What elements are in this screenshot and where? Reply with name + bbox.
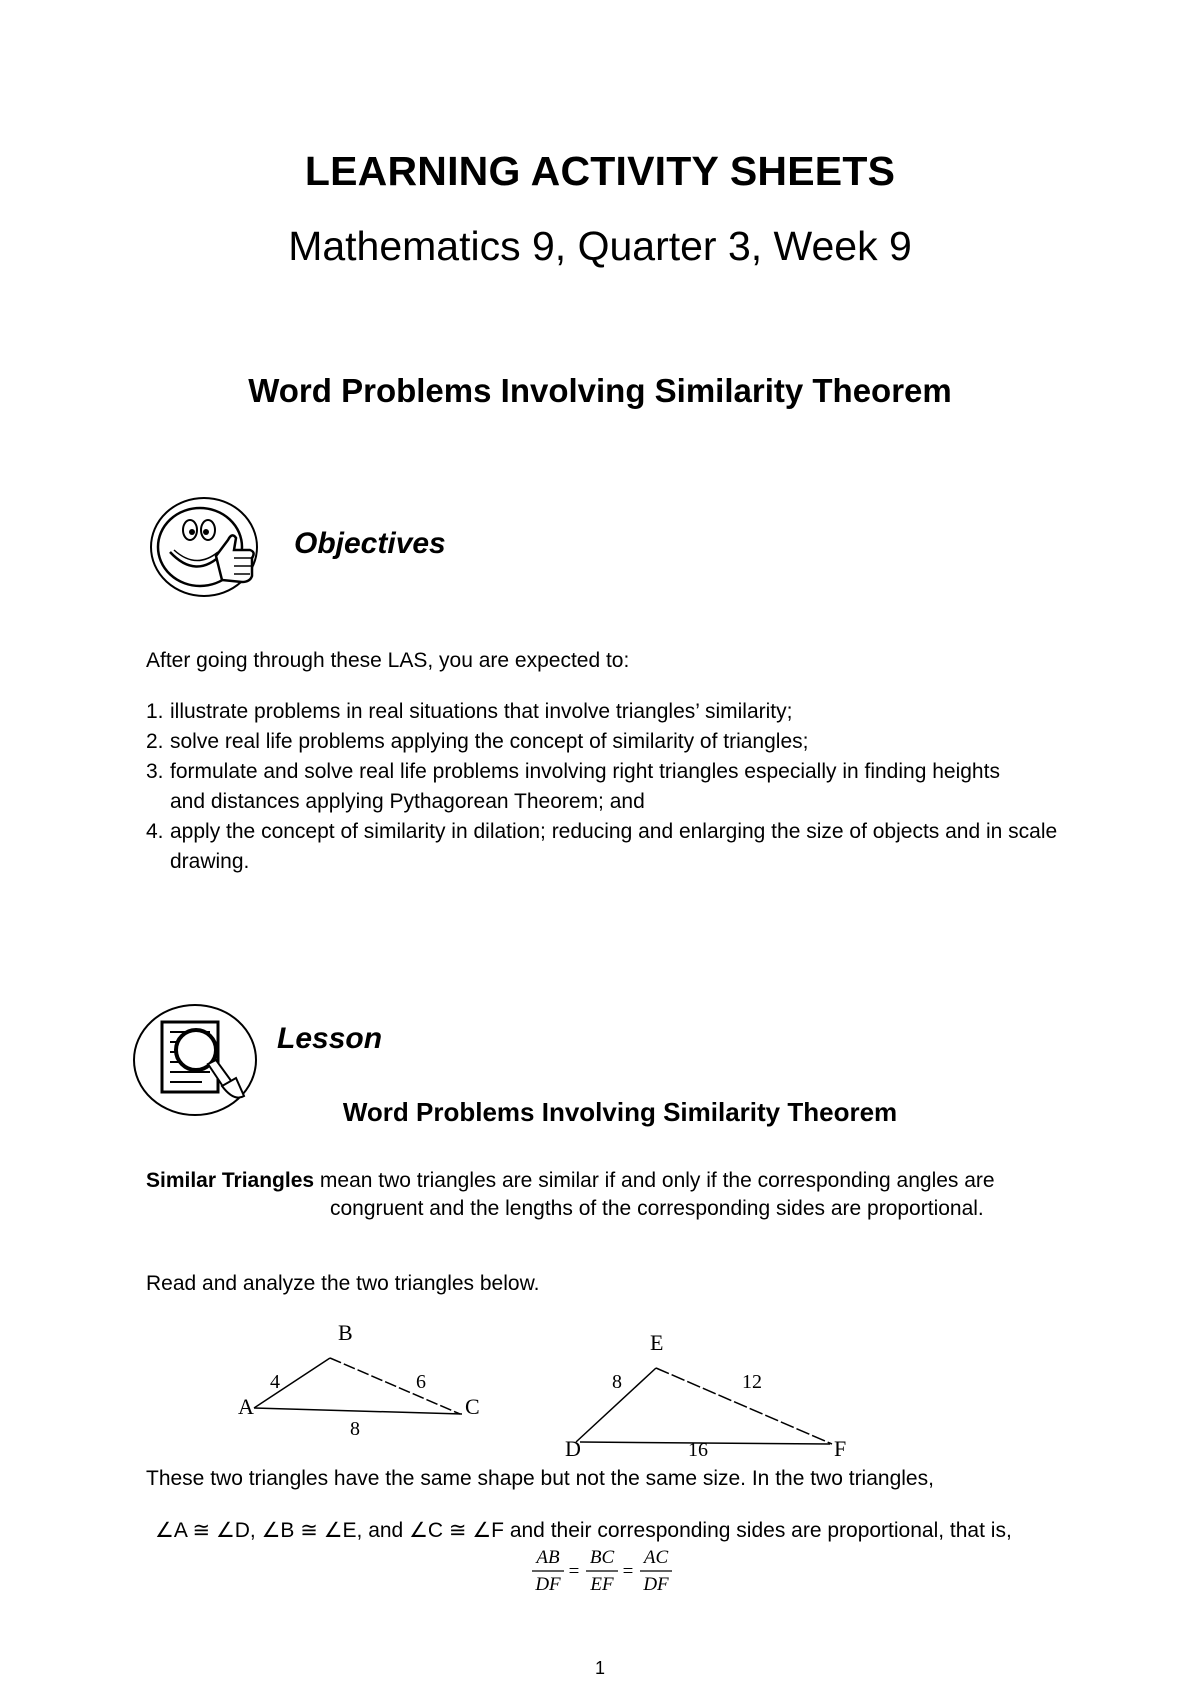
definition-text: mean two triangles are similar if and only if the corresponding angles are xyxy=(314,1169,995,1192)
vertex-label-c: C xyxy=(465,1394,480,1419)
fraction-denominator: DF xyxy=(643,1574,669,1595)
side-label-bc: 6 xyxy=(416,1371,426,1393)
topic-title: Word Problems Involving Similarity Theorem xyxy=(248,372,952,409)
vertex-label-a: A xyxy=(238,1394,254,1419)
objective-item xyxy=(146,697,1066,727)
objective-item xyxy=(146,757,1066,817)
objective-item xyxy=(146,727,1066,757)
equals-sign: = xyxy=(622,1561,634,1582)
side-label-ab: 4 xyxy=(270,1371,280,1393)
vertex-label-f: F xyxy=(834,1436,847,1460)
fraction-ac-df xyxy=(640,1547,672,1595)
objectives-intro: After going through these LAS, you are expected to: xyxy=(146,649,630,672)
objective-item xyxy=(146,817,1066,877)
side-label-df: 16 xyxy=(688,1439,708,1460)
objective-number: 2. xyxy=(146,730,164,753)
fraction-bc-ef xyxy=(586,1547,618,1595)
objective-text: illustrate problems in real situations that involve triangles’ similarity; xyxy=(170,700,793,723)
thumbs-up-smiley-icon xyxy=(148,494,264,605)
proportion-equation xyxy=(526,1543,686,1604)
side-label-de: 8 xyxy=(612,1371,622,1393)
observation-text: These two triangles have the same shape but not the same size. In the two triangles, xyxy=(146,1467,934,1490)
objectives-heading: Objectives xyxy=(294,527,446,560)
definition-term: Similar Triangles xyxy=(146,1169,315,1192)
triangle-abc xyxy=(238,1320,480,1440)
fraction-denominator: DF xyxy=(535,1574,561,1595)
vertex-label-d: D xyxy=(565,1436,581,1460)
objective-number: 1. xyxy=(146,700,164,723)
document-title: LEARNING ACTIVITY SHEETS xyxy=(304,148,896,194)
vertex-label-e: E xyxy=(650,1330,664,1355)
definition-paragraph xyxy=(146,1167,1076,1223)
objective-number: 3. xyxy=(146,760,164,783)
objective-text: formulate and solve real life problems involving right triangles especially in finding heights and distances applying Pythagorean Theorem; and xyxy=(170,760,1000,813)
document-subtitle: Mathematics 9, Quarter 3, Week 9 xyxy=(288,223,912,269)
side-label-ef: 12 xyxy=(742,1371,762,1393)
lesson-subheading: Word Problems Involving Similarity Theorem xyxy=(342,1097,898,1127)
definition-continuation: congruent and the lengths of the corresponding sides are proportional. xyxy=(330,1197,984,1220)
equals-sign: = xyxy=(568,1561,580,1582)
objective-text: solve real life problems applying the concept of similarity of triangles; xyxy=(170,730,809,753)
objective-number: 4. xyxy=(146,820,164,843)
read-prompt: Read and analyze the two triangles below. xyxy=(146,1272,540,1295)
objectives-list xyxy=(146,697,1066,877)
fraction-numerator: BC xyxy=(589,1547,615,1568)
vertex-label-b: B xyxy=(338,1320,353,1345)
fraction-ab-df xyxy=(532,1547,564,1595)
page-number: 1 xyxy=(594,1658,605,1678)
lesson-heading: Lesson xyxy=(277,1022,383,1055)
objective-text: apply the concept of similarity in dilation; reducing and enlarging the size of objects and in scale drawing. xyxy=(170,820,1058,873)
triangle-def xyxy=(565,1330,846,1460)
correspondence-text: ∠A ≅ ∠D, ∠B ≅ ∠E, and ∠C ≅ ∠F and their corresponding sides are proportional, that is, xyxy=(155,1519,1012,1542)
similar-triangles-diagram xyxy=(220,1310,900,1465)
fraction-numerator: AB xyxy=(536,1547,560,1568)
fraction-denominator: EF xyxy=(590,1574,614,1595)
fraction-numerator: AC xyxy=(643,1547,669,1568)
side-label-ac: 8 xyxy=(350,1418,360,1440)
